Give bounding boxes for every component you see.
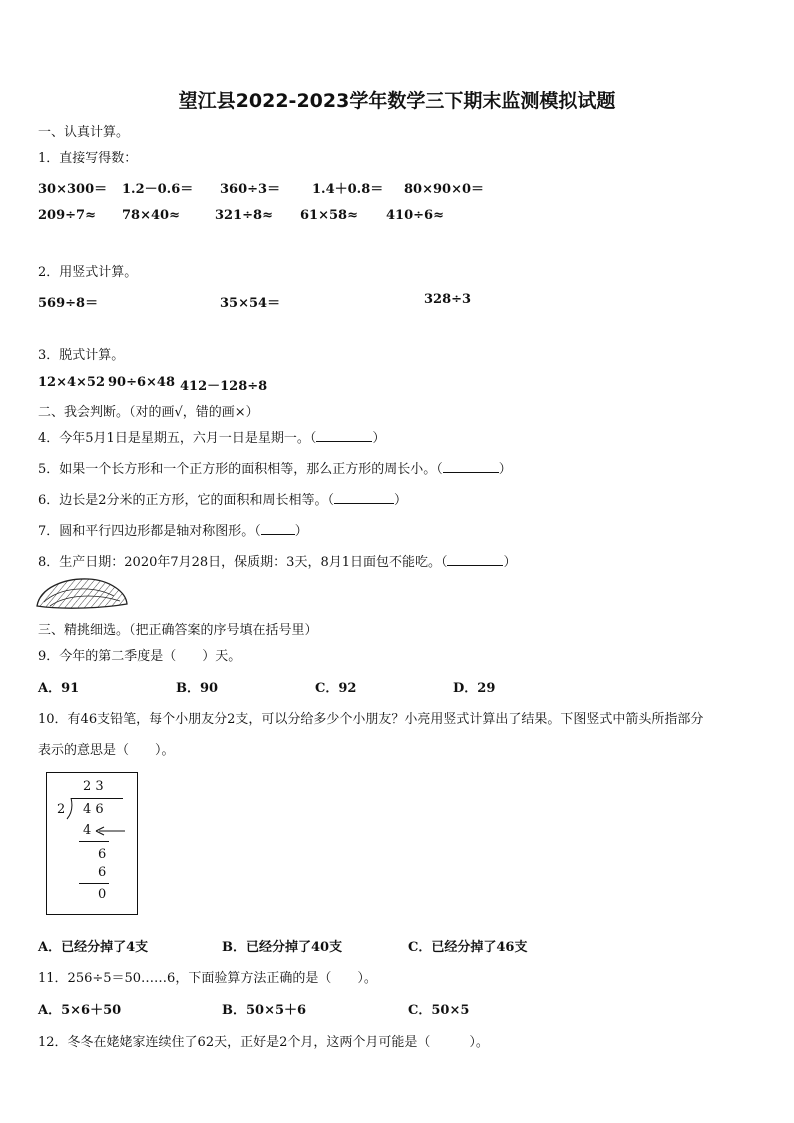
calc-item: 209÷7≈	[38, 208, 96, 223]
option-c: C．已经分掉了46支	[408, 940, 528, 955]
question-2-label: 2．用竖式计算。	[38, 265, 138, 280]
answer-blank[interactable]	[334, 491, 394, 504]
judgment-item-7	[38, 520, 308, 539]
answer-blank[interactable]	[316, 429, 372, 442]
answer-blank[interactable]	[261, 522, 295, 535]
question-10-line2: 表示的意思是（ ）。	[38, 743, 175, 758]
answer-blank[interactable]	[447, 553, 503, 566]
bread-image	[34, 574, 130, 614]
question-1-label: 1．直接写得数：	[38, 151, 138, 166]
question-11: 11．256÷5＝50……6，下面验算方法正确的是（ ）。	[38, 971, 377, 986]
bracket-close: ）	[503, 555, 517, 570]
vertical-calc-item: 328÷3	[424, 292, 472, 307]
divisor: 2	[57, 802, 66, 817]
step-product-2: 6	[98, 865, 107, 880]
judgment-text: 5．如果一个长方形和一个正方形的面积相等，那么正方形的周长小。（	[38, 462, 443, 477]
option-a: A．已经分掉了4支	[38, 940, 149, 955]
judgment-text: 6．边长是2分米的正方形，它的面积和周长相等。（	[38, 493, 335, 508]
calc-item: 80×90×0＝	[404, 182, 485, 197]
calc-item: 1.4＋0.8＝	[312, 182, 384, 197]
section-heading-3: 三、精挑细选。（把正确答案的序号填在括号里）	[38, 623, 318, 638]
division-line	[79, 841, 109, 842]
vertical-calc-item: 569÷8＝	[38, 296, 99, 311]
option-d: D．29	[453, 681, 496, 696]
question-10-line1: 10．有46支铅笔，每个小朋友分2支，可以分给多少个小朋友？小亮用竖式计算出了结果。下图竖式中箭头所指部分	[38, 712, 704, 727]
calc-item: 410÷6≈	[386, 208, 444, 223]
question-3-label: 3．脱式计算。	[38, 348, 125, 363]
judgment-item-5	[38, 458, 512, 477]
option-b: B．已经分掉了40支	[222, 940, 343, 955]
arrow-left-icon	[95, 826, 127, 836]
calc-item: 321÷8≈	[215, 208, 273, 223]
question-9: 9．今年的第二季度是（ ）天。	[38, 649, 242, 664]
judgment-text: 7．圆和平行四边形都是轴对称图形。（	[38, 524, 261, 539]
vertical-calc-item: 35×54＝	[220, 296, 281, 311]
judgment-item-8	[38, 551, 517, 570]
section-heading-2: 二、我会判断。（对的画√，错的画×）	[38, 405, 259, 420]
judgment-text: 8．生产日期：2020年7月28日，保质期：3天，8月1日面包不能吃。（	[38, 555, 448, 570]
judgment-text: 4．今年5月1日是星期五，六月一日是星期一。（	[38, 431, 317, 446]
question-12: 12．冬冬在姥姥家连续住了62天，正好是2个月，这两个月可能是（ ）。	[38, 1035, 489, 1050]
division-bracket	[66, 798, 74, 820]
judgment-item-6	[38, 489, 407, 508]
page-title: 望江县2022-2023学年数学三下期末监测模拟试题	[178, 90, 616, 112]
bracket-close: ）	[394, 493, 408, 508]
calc-item: 360÷3＝	[220, 182, 281, 197]
division-line	[79, 883, 109, 884]
division-bar	[71, 798, 123, 799]
long-division-figure	[46, 772, 138, 915]
expression-item: 412－128÷8	[180, 379, 268, 394]
step-product-1: 4	[83, 823, 92, 838]
option-b: B．50×5＋6	[222, 1003, 307, 1018]
section-heading-1: 一、认真计算。	[38, 125, 130, 140]
expression-item: 90÷6×48	[108, 375, 176, 390]
step-remainder-1: 6	[98, 847, 107, 862]
final-remainder: 0	[98, 887, 107, 902]
option-a: A．91	[38, 681, 80, 696]
bracket-close: ）	[372, 431, 386, 446]
bracket-close: ）	[498, 462, 512, 477]
option-c: C．50×5	[408, 1003, 470, 1018]
bracket-close: ）	[294, 524, 308, 539]
option-a: A．5×6＋50	[38, 1003, 122, 1018]
calc-item: 30×300＝	[38, 182, 108, 197]
expression-item: 12×4×52	[38, 375, 106, 390]
dividend: 4 6	[83, 802, 104, 817]
calc-item: 78×40≈	[122, 208, 180, 223]
option-b: B．90	[176, 681, 219, 696]
judgment-item-4	[38, 427, 385, 446]
quotient: 2 3	[83, 779, 104, 794]
answer-blank[interactable]	[443, 460, 499, 473]
calc-item: 1.2－0.6＝	[122, 182, 194, 197]
calc-item: 61×58≈	[300, 208, 358, 223]
option-c: C．92	[315, 681, 357, 696]
